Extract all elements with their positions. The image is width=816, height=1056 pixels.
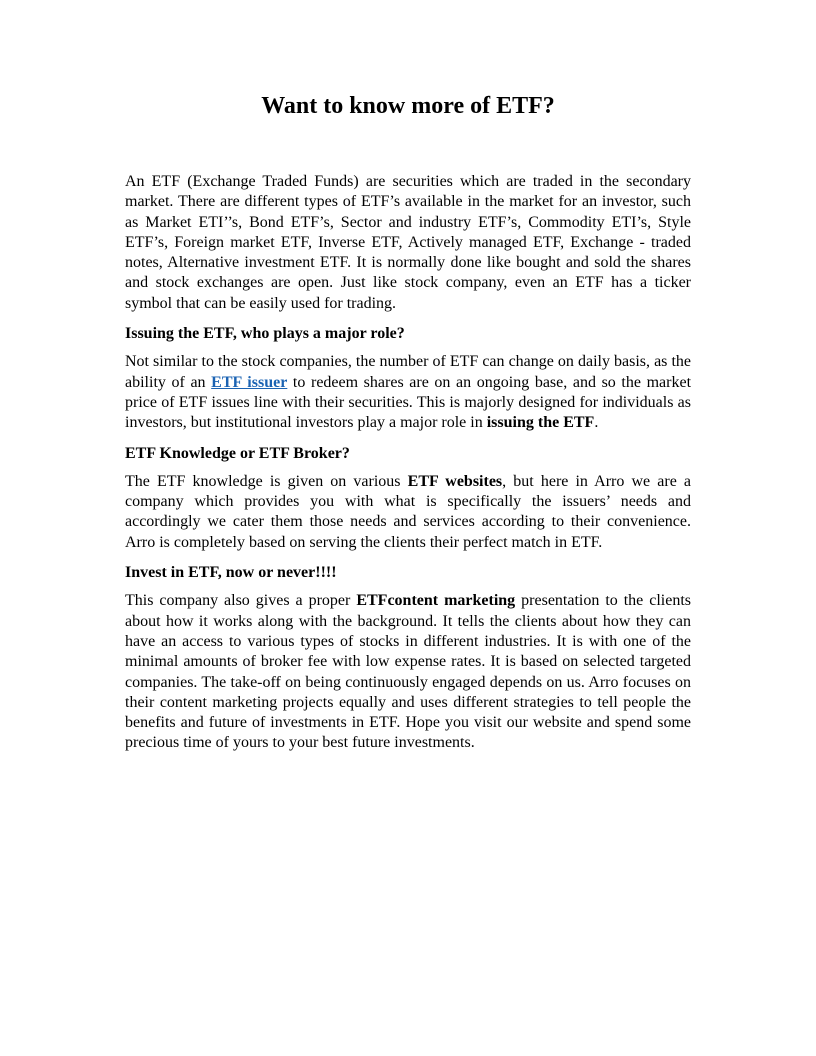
section-heading-knowledge: ETF Knowledge or ETF Broker?: [125, 444, 350, 462]
bold-text: issuing the ETF: [486, 414, 595, 432]
paragraph-text: to redeem shares are on an ongoing base, and so the market price of ETF issues line with their securities. This is majorly designed for individuals as investors, but institutional investors play a major role in: [125, 373, 692, 432]
document-body: [125, 172, 691, 764]
section-heading-invest: Invest in ETF, now or never!!!!: [125, 564, 337, 582]
section-paragraph-issuing: [125, 352, 691, 433]
section-paragraph-invest: [125, 591, 691, 753]
etf-issuer-link[interactable]: ETF issuer: [211, 373, 288, 391]
intro-paragraph: An ETF (Exchange Traded Funds) are securities which are traded in the secondary market. There are different types of ETF’s available in the market for an investor, such as Market ETI’’s, Bond ETF’s, Sector and industry ETF’s, Commodity ETI’s, Style ETF’s, Foreign market ETF, Inverse ETF, Actively managed ETF, Exchange - traded notes, Alternative investment ETF. It is normally done like bought and sold the shares and stock exchanges are open. Just like stock company, even an ETF has a ticker symbol that can be easily used for trading.: [125, 173, 691, 312]
section-heading-issuing: Issuing the ETF, who plays a major role?: [125, 325, 405, 343]
section-paragraph-knowledge: [125, 472, 691, 553]
paragraph-text: Not similar to the stock companies, the number of ETF can change on daily basis, as the ability of an: [125, 353, 691, 391]
bold-text: ETFcontent marketing: [356, 592, 516, 610]
paragraph-text: The ETF knowledge is given on various: [125, 472, 408, 490]
paragraph-text: .: [594, 414, 599, 432]
paragraph-text: presentation to the clients about how it works along with the background. It tells the clients about how they can have an access to various types of stocks in different industries. It is with one of the minimal amounts of broker fee with low expense rates. It is based on selected targeted companies. The take-off on being continuously engaged depends on us. Arro focuses on their content marketing projects equally and uses different strategies to tell people the benefits and future of investments in ETF. Hope you visit our website and spend some precious time of yours to your best future investments.: [125, 592, 692, 752]
paragraph-text: This company also gives a proper: [125, 592, 357, 610]
page-title: Want to know more of ETF?: [261, 93, 555, 119]
bold-text: ETF websites: [407, 472, 503, 490]
paragraph-text: , but here in Arro we are a company which provides you with what is specifically the issuers’ needs and accordingly we cater them those needs and services according to their convenience. Arro is completely based on serving the clients their perfect match in ETF.: [125, 472, 692, 551]
